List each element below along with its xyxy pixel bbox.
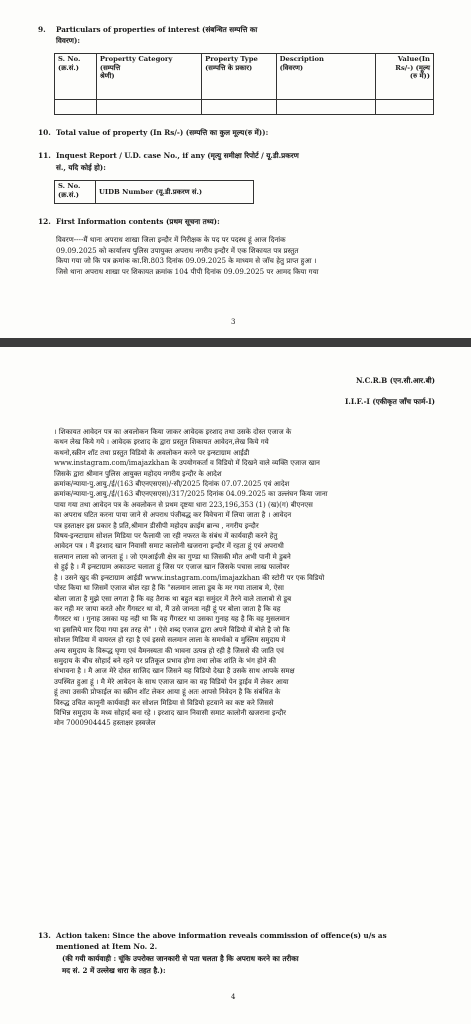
item-9-title: Particulars of properties of interest (संबन्धित सम्पत्ति का xyxy=(56,25,258,34)
body-line: मोन 7000904445 हस्ताक्षर हस्वजेल xyxy=(54,719,156,728)
body-line: विभिन्न समुदाय के मध्य सोहार्द बना रहे । इरशाद खान निवासी समाट कालोनी खजराना इन्दौर xyxy=(54,708,287,717)
item-13-line4: मद सं. 2 में उल्लेख धारा के तहत है.): xyxy=(62,966,166,975)
header-description: Description (विवरण) xyxy=(276,54,375,100)
properties-table-empty-row xyxy=(55,99,434,114)
body-line: का अपराध घटित करना पाया जाने से अपराध पंजीबद्ध कर विवेचना में लिया जाता है । आवेदन xyxy=(54,511,292,520)
item-10-text: Total value of property (In Rs/-) (सम्पत्ति का कुल मूल्य(रु में)): xyxy=(56,128,269,137)
item-11-text: Inquest Report / U.D. case No., if any (मृत्यु समीक्षा रिपोर्ट / यू.डी.प्रकरण xyxy=(56,151,299,160)
table-cell xyxy=(96,99,201,114)
item-12-number: 12. xyxy=(38,217,51,226)
body-line: कथन लेख किये गये । आवेदक इरशाद के द्वारा प्रस्तुत शिकायत आवेदन,लेख किये गये xyxy=(54,438,269,447)
body-line: उपस्थित हुआ हूं । मै मेरे आवेदन के साथ एजाज खान का वह विडियो पेन ड्राईव में लेकर आया xyxy=(54,677,289,686)
fir-line: विवरण----मैं थाना अपराध शाखा जिला इन्दौर में निरीक्षक के पद पर पदस्थ हूं आज दिनांक xyxy=(56,235,286,244)
body-line: था इसलिये मार दिया गया इस तरह से" । ऐसे शब्द एजाज द्वारा अपने विडियो में बोले है जो कि xyxy=(54,625,290,634)
page-separator xyxy=(0,338,471,347)
item-11-text-line2: सं., यदि कोई हो): xyxy=(56,163,106,172)
body-line: कर नही मर जाया करते और गैंगस्टर था वो, मैं उसे जानता नही हूं पर बोला जाता है कि वह xyxy=(54,604,281,613)
header-sno: S. No. (क्र.सं.) xyxy=(55,54,97,100)
body-line: हूं तथा उसकी प्रोफाईल का स्क्रीन शॉट लेकर आया हूं अतः आपसे निवेदन है कि संबंधित के xyxy=(54,688,281,697)
header-value: Value(In Rs/-) (मूल्य (रु में)) xyxy=(375,54,433,100)
body-line: कथनो,स्क्रीन शॉट तथा प्रस्तुत विडियो के अवलोकन करने पर इन्स्टाग्राम आईडी xyxy=(54,448,250,457)
body-line: विरुद्ध उचित कानूनी कार्यवाही कर सोशल मिडिया से विडियो हटवाने का कष्ट करे जिससे xyxy=(54,698,274,707)
body-line: सोशल मिडिया में वायरल हो रहा है एवं इससे सलमान लाला के समर्थको व मुस्लिम समुदाय मे xyxy=(54,636,286,645)
udb-number-cell: UIDB Number (यू.डी.प्रकरण सं.) xyxy=(96,181,254,204)
body-line: पत्र हस्ताक्षर इस प्रकार है प्रति,श्रीमान डीसीपी महोदय क्राईम ब्रान्च , नगरीय इन्दौर xyxy=(54,521,259,530)
table-cell xyxy=(375,99,433,114)
body-line: संभावना है । मै आज मेरे दोस्त साजिद खान जिसने यह विडियो देखा है उसके साथ आपके समक्ष xyxy=(54,667,295,676)
udb-table-row xyxy=(55,181,254,204)
body-line: पोस्ट किया था जिसमें एजाज बोल रहा है कि "सलमान लाला डूब के मर गया तालाब मे, ऐसा xyxy=(54,584,284,593)
body-line: गैंगस्टर था । गुनाह उसका यह नही था कि वह गैंगस्टर था उसका गुनाह यह है कि वह मुसलमान xyxy=(54,615,290,624)
body-line: सलमान लाला को जानता हूं । जो एमआईजी क्षेत्र का गुण्डा था जिसकी मौत अभी पानी मे डुबने xyxy=(54,552,291,561)
body-line: क्रमांक/न्याया-पु.आयु./ई/(163 बीएनएसएस)/-सी/2025 दिनांक 07.07.2025 एवं आदेश xyxy=(54,480,290,489)
item-9-title-line2: विवरण): xyxy=(56,36,81,45)
fir-line: 09.09.2025 को कार्यालय पुलिस उपायुक्त अपराध नगरीय इन्दौर में एक शिकायत पत्र प्रस्तुत xyxy=(56,245,299,255)
item-12-text: First Information contents (प्रथम सूचना तथ्य): xyxy=(56,217,220,226)
fir-line: जिसे थाना अपराध शाखा पर शिकायत क्रमांक 104 पीपी दिनांक 09.09.2025 पर आमद किया गया xyxy=(56,266,319,276)
item-13-line3: (की गयी कार्यवाही : चूंकि उपरोक्त जानकारी से पता चलता है कि अपराध करने का तरीका xyxy=(62,954,299,963)
udb-sno-cell: S. No. (क्र.सं.) xyxy=(55,181,96,204)
item-10-number: 10. xyxy=(38,128,51,137)
body-line: बोला जाता है मुझे एसा लगता है कि वह तैराक था बहुत बड़ा समुंदर में तैरने वाले तालाबो से डूब xyxy=(54,594,292,603)
table-cell xyxy=(202,99,277,114)
body-line: www.instagram.com/imajazkhan के उपयोगकर्ता व विडियो में दिखने वाले व्यक्ति एजाज खान xyxy=(54,459,320,468)
properties-table-header-row xyxy=(55,54,434,100)
properties-table xyxy=(54,53,434,115)
document-page-4 xyxy=(0,347,471,1024)
header-category: Propertty Category (सम्पत्ति श्रेणी) xyxy=(96,54,201,100)
body-line: अन्य समुदाय के विरूद्ध घृणा एवं वैमनस्यता की भावना उत्पन्न हो रही है जिससे की जाति एवं xyxy=(54,646,284,655)
body-line: से हुई है । मैं इन्स्टाग्राम अकाउन्ट चलाता हूं जिस पर एजाज खान जिसके पचास लाख फालोवर xyxy=(54,563,290,572)
body-line: पाया गया तथा आवेदन पत्र के अवलोकन से प्रथम दृष्टया धारा 223,196,353 (1) (ख)(ग) बीएनएस xyxy=(54,500,313,509)
item-13-number: 13. xyxy=(38,931,51,940)
body-line: है । उसने खुद की इन्स्टाग्राम आईडी www.instagram.com/imajazkhan की स्टोरी पर एक विडियो xyxy=(54,573,325,582)
body-line: क्रमांक/न्याया-पु.आयु./ई/(163 बीएनएसएस)/317/2025 दिनांक 04.09.2025 का उल्लंघन किया जाना xyxy=(54,490,328,499)
document-page-3 xyxy=(0,0,471,338)
table-cell xyxy=(55,99,97,114)
item-13-line1: Action taken: Since the above information reveals commission of offence(s) u/s as xyxy=(56,931,387,940)
first-information-paragraph xyxy=(56,235,434,277)
item-11-number: 11. xyxy=(38,151,51,160)
body-line: आवेदन पत्र । मैं इरशाद खान निवासी समाट कालोनी खजराना इन्दौर में रहता हूं एवं अपराधी xyxy=(54,542,284,551)
page-number: 4 xyxy=(231,993,236,1001)
item-9-number: 9. xyxy=(38,25,46,34)
body-line: समुदाय के बीच सोहार्द बने रहने पर प्रतिकूल प्रभाव होगा तथा लोक शांति के भंग होने की xyxy=(54,656,276,665)
ncrb-header: N.C.R.B (एन.सी.आर.बी) xyxy=(355,376,435,385)
body-line: जिसके द्वारा श्रीमान पुलिस आयुक्त महोदय नगरीय इन्दौर के आदेश xyxy=(54,469,222,478)
udb-table xyxy=(54,180,254,204)
fir-line: किया गया जो कि पत्र क्रमांक का.शि.803 दिनांक 09.09.2025 के माध्यम से जॉच हेतु प्राप्त हुआ । xyxy=(56,256,317,266)
page-number: 3 xyxy=(231,318,236,326)
table-cell xyxy=(276,99,375,114)
body-line: विषय-इन्स्टाग्राम सोशल मिडिया पर फैलायी जा रही नफरत के संबंध में कार्यवाही करने हेतु xyxy=(54,532,278,541)
body-line: । शिकायत आवेदन पत्र का अवलोकन किया जाकर आवेदक इरशाद तथा उसके दोस्त एजाज के xyxy=(54,428,292,436)
header-type: Property Type (सम्पत्ति के प्रकार) xyxy=(202,54,277,100)
complaint-body-text xyxy=(54,427,438,729)
form-title: I.I.F.-I (एकीकृत जाँच फार्म-I) xyxy=(344,397,435,406)
item-13-line2: mentioned at Item No. 2. xyxy=(56,942,158,951)
